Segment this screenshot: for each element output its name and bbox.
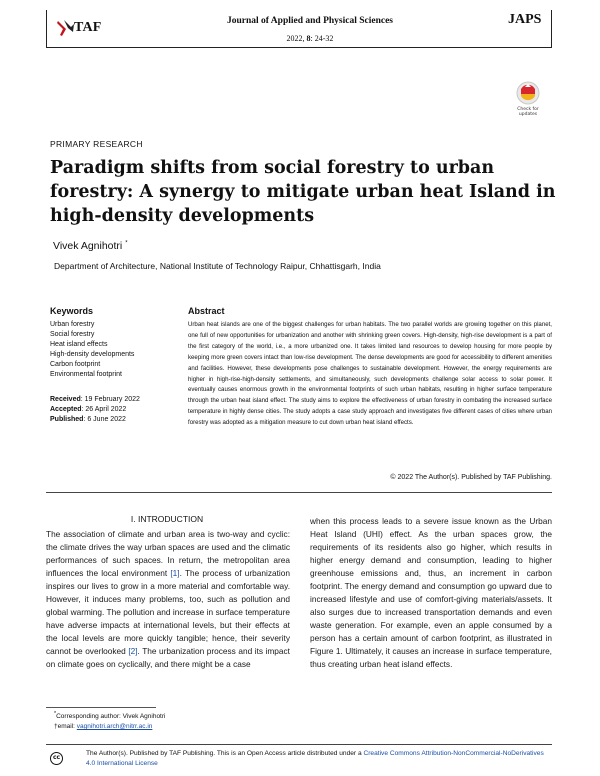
keyword-item: Social forestry xyxy=(50,331,95,338)
article-type: PRIMARY RESEARCH xyxy=(50,139,143,149)
license-link[interactable]: Creative Commons Attribution-NonCommercial-NoDerivatives 4.0 International License xyxy=(86,750,544,767)
keyword-item: Urban forestry xyxy=(50,321,95,328)
body-column-left: The association of climate and urban area is two-way and cyclic: the climate drives the way urban spaces are used and the climatic performances of such spaces. In return, the metropolitan area influences the local environment [1]. The process of urbanization inspires our lives to grow in a more material and comfortable way. However, it induces many problems, too, such as pollution and global warming. The pollution and increase in surface temperature have adverse impacts at international levels, but their effects at the local levels are more quickly tangible; hence, their severity cannot be overlooked [2]. The urbanization process and its impact on climate goes on cyclically, and there might be a case xyxy=(46,529,290,669)
citation-link[interactable]: [2] xyxy=(128,646,138,656)
check-for-updates-badge[interactable] xyxy=(510,80,546,122)
footer-divider xyxy=(46,744,552,745)
abstract-heading: Abstract xyxy=(188,306,225,316)
check-updates-icon xyxy=(510,80,546,108)
copyright-line: © 2022 The Author(s). Published by TAF Publishing. xyxy=(390,474,552,481)
author-mark: * xyxy=(125,240,128,247)
keywords-list xyxy=(50,320,134,380)
published-date: Published: 6 June 2022 xyxy=(50,416,126,423)
received-date: Received: 19 February 2022 xyxy=(50,396,140,403)
journal-name: Journal of Applied and Physical Sciences xyxy=(226,16,393,26)
email-icon: † xyxy=(54,723,58,730)
author-name-text: Vivek Agnihotri xyxy=(53,240,123,252)
license-text: The Author(s). Published by TAF Publishing. This is an Open Access article distributed under a Creative Commons Attribution-NonCommercial-NoDerivatives 4.0 International License xyxy=(86,750,544,767)
article-dates xyxy=(50,395,140,425)
keyword-item: Environmental footprint xyxy=(50,371,122,378)
abstract-text: Urban heat islands are one of the biggest challenges for urban habitats. The two parallel worlds are growing together on this planet, one full of new opportunities for urbanization and another with shrinking green covers. High-density, high-rise development is a part of the first category of the world, i.e., a more urbanized one. It takes limited land resources to develop housing for more people by keeping more green covers intact than low-rise development. The dense developments are good for accessibility to different amenities and facilities. However, these developments pose challenges to sustainable development. However, the energy requirements are higher in high-rise-high-density settlements, and simultaneously, such developments challenge solar access to solar power. It eventually causes enormous growth in the environmental footprints of such urban habitats, resulting in higher surface temperature through the urban heat island effect. The study aims to explore the effectiveness of urban forestry in combating the increased surface temperature in highly dense cities. The study adopts a case study approach and investigates five different cases of cities where urban forestry was adopted as a mitigation measure to cut down urban heat island effects. xyxy=(188,321,552,427)
accepted-date: Accepted: 26 April 2022 xyxy=(50,406,127,413)
author-name[interactable] xyxy=(53,240,128,252)
publisher-logo-text: TAF xyxy=(74,20,102,35)
footnote-divider xyxy=(46,707,156,708)
check-updates-label: Check for updates xyxy=(517,107,539,117)
journal-abbrev: JAPS xyxy=(508,12,542,27)
keywords-heading: Keywords xyxy=(50,306,94,316)
affiliation: Department of Architecture, National Institute of Technology Raipur, Chhattisgarh, India xyxy=(54,261,381,271)
corresponding-author-note: *Corresponding author: Vivek Agnihotri xyxy=(54,711,166,721)
year: 2022, xyxy=(286,34,305,43)
volume-number: 8 xyxy=(306,34,311,43)
keyword-item: Heat island effects xyxy=(50,341,108,348)
email-link[interactable]: vagnihotri.arch@nitrr.ac.in xyxy=(76,723,153,730)
journal-volume xyxy=(200,34,420,43)
body-column-right: when this process leads to a severe issue known as the Urban Heat Island (UHI) effect. As the urban spaces grow, the requirements of its residents also go higher, which results in higher energy demand and consumption, leading to higher greenhouse emissions and, thus, an increment in carbon footprint. The energy demand and consumption go upward due to increased lifestyle and use of comfort-giving materials/assets. It also surges due to increased transportation demands and even waste generation. For example, even an apple consumed by a person has a certain amount of carbon footprint, as illustrated in Figure 1. Ultimately, it causes an increase in surface temperature, thus creating urban heat island effects. xyxy=(310,516,552,669)
keyword-item: Carbon footprint xyxy=(50,361,101,368)
creative-commons-icon: cc xyxy=(50,752,63,765)
page-range: : 24-32 xyxy=(310,34,334,43)
keyword-item: High-density developments xyxy=(50,351,135,358)
email-note: †email: vagnihotri.arch@nitrr.ac.in xyxy=(54,723,153,730)
citation-link[interactable]: [1] xyxy=(170,568,180,578)
section-heading-introduction: I. INTRODUCTION xyxy=(130,514,204,524)
taf-logo-icon xyxy=(56,18,76,38)
publisher-logo xyxy=(56,18,116,38)
divider xyxy=(46,492,552,493)
article-title: Paradigm shifts from social forestry to urban forestry: A synergy to mitigate urban heat Island in high-density developments xyxy=(50,158,556,226)
